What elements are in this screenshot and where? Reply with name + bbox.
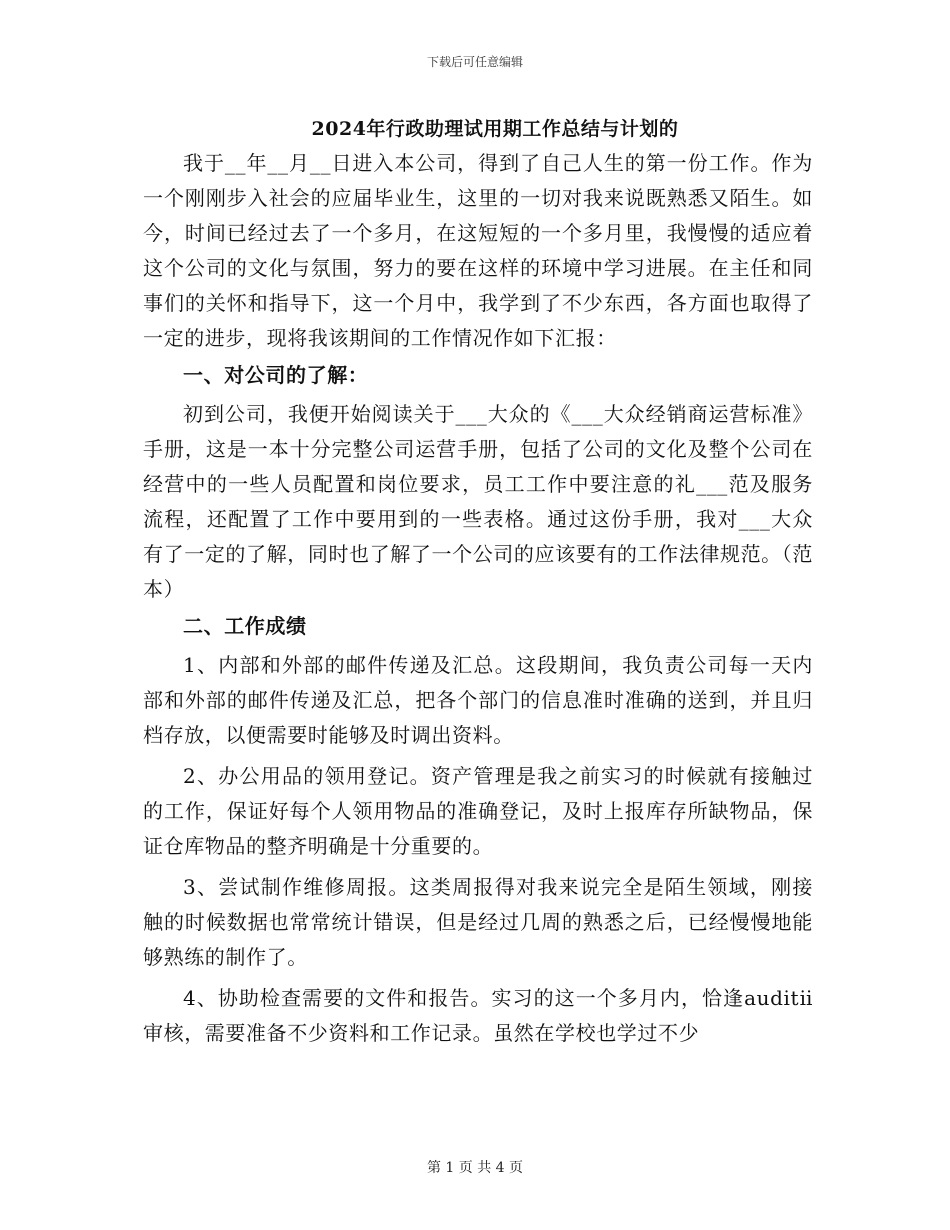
document-body (143, 146, 813, 1051)
intro-paragraph: 我于__年__月__日进入本公司，得到了自己人生的第一份工作。作为一个刚刚步入社会的应届毕业生，这里的一切对我来说既熟悉又陌生。如今，时间已经过去了一个多月，在这短短的一个多月里，我慢慢的适应着这个公司的文化与氛围，努力的要在这样的环境中学习进展。在主任和同事们的关怀和指导下，这一个月中，我学到了不少东西，各方面也取得了一定的进步，现将我该期间的工作情况作如下汇报： (143, 151, 813, 350)
document-title: 2024年行政助理试用期工作总结与计划的 (311, 118, 679, 140)
company-paragraph: 初到公司，我便开始阅读关于___大众的《___大众经销商运营标准》手册，这是一本十分完整公司运营手册，包括了公司的文化及整个公司在经营中的一些人员配置和岗位要求，员工工作中要注意的礼___范及服务流程，还配置了工作中要用到的一些表格。通过这份手册，我对___大众有了一定的了解，同时也了解了一个公司的应该要有的工作法律规范。（范本） (143, 402, 813, 601)
achievement-item-2: 2、办公用品的领用登记。资产管理是我之前实习的时候就有接触过的工作，保证好每个人领用物品的准确登记，及时上报库存所缺物品，保证仓库物品的整齐明确是十分重要的。 (143, 764, 813, 858)
section-heading-achievements: 二、工作成绩 (183, 614, 307, 638)
achievement-item-3: 3、尝试制作维修周报。这类周报得对我来说完全是陌生领域，刚接触的时候数据也常常统计错误，但是经过几周的熟悉之后，已经慢慢地能够熟练的制作了。 (143, 875, 813, 969)
achievement-item-1: 1、内部和外部的邮件传递及汇总。这段期间，我负责公司每一天内部和外部的邮件传递及汇总，把各个部门的信息准时准确的送到，并且归档存放，以便需要时能够及时调出资料。 (143, 653, 813, 747)
section-heading-company: 一、对公司的了解： (183, 363, 369, 387)
page-number: 第 1 页 共 4 页 (426, 1160, 524, 1176)
achievement-item-4: 4、协助检查需要的文件和报告。实习的这一个多月内，恰逢auditⅱ审核，需要准备不少资料和工作记录。虽然在学校也学过不少 (143, 986, 813, 1045)
header-note: 下载后可任意编辑 (426, 55, 523, 69)
